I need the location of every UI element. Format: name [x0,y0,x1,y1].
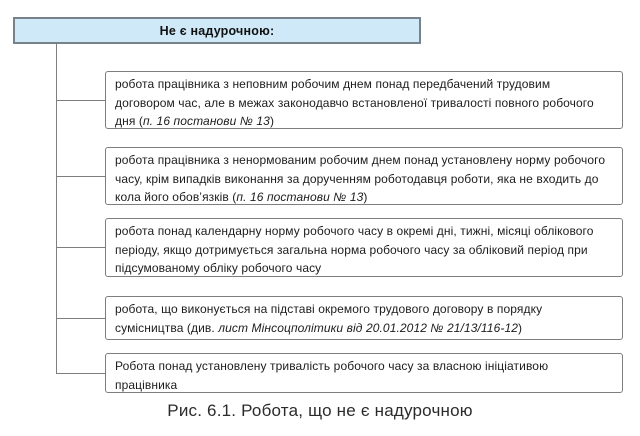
connector-vertical-line [56,44,57,374]
connector-branch-5 [56,373,105,374]
flow-box-secondary-employment: робота, що виконується на підставі окремого трудового договору в порядку сумісництва (див. лист Мінсоцполітики від 20.01.2012 № 21/13/116-12) [105,296,623,340]
connector-branch-2 [56,176,105,177]
figure-caption: Рис. 6.1. Робота, що не є надурочною [167,401,473,420]
flow-box-aggregated-accounting: робота понад календарну норму робочого часу в окремі дні, тижні, місяці облікового періоду, якщо дотримується загальна норма робочого часу за обліковий період при підсумованому обліку робочого часу [105,218,623,277]
header-label: Не є надурочною: [159,23,275,38]
flow-box-partial-workday: робота працівника з неповним робочим днем понад передбачений трудовим договором час, але в межах законодавчо встановленої тривалості повного робочого дня (п. 16 постанови № 13) [105,71,623,129]
flow-box-own-initiative: Робота понад установлену тривалість робочого часу за власною ініціативою працівника [105,353,623,393]
header-box [13,17,421,44]
connector-branch-3 [56,247,105,248]
connector-branch-4 [56,318,105,319]
connector-branch-1 [56,100,105,101]
flow-box-irregular-hours: робота працівника з ненормованим робочим днем понад установлену норму робочого часу, крім випадків виконання за дорученням роботодавця роботи, яка не входить до кола його обов’язків (п. 16 постанови № 13) [105,147,623,205]
